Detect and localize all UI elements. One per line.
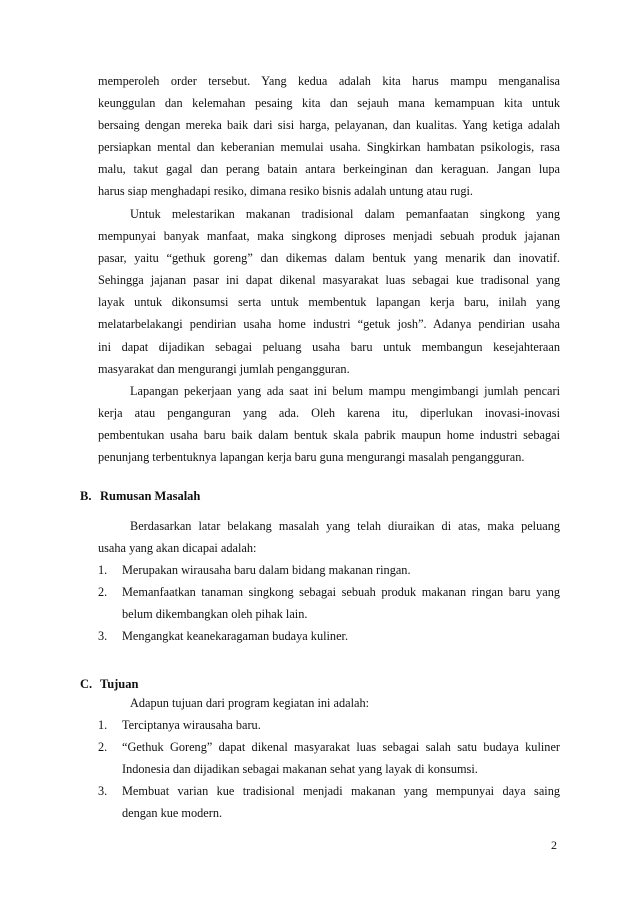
text-line: harus siap menghadapi resiko, dimana resiko bisnis adalah untung atau rugi.: [98, 184, 473, 199]
text-line: malu, takut gagal dan perang batain antara berkeinginan dan keraguan. Jangan lupa: [98, 162, 560, 177]
text-line: usaha yang akan dicapai adalah:: [98, 541, 257, 556]
text-line: mempunyai banyak manfaat, maka singkong diproses menjadi sebuah produk jajanan: [98, 229, 560, 244]
text-line: Mengangkat keanekaragaman budaya kuliner.: [122, 629, 349, 644]
paragraph-2: [98, 203, 560, 380]
section-heading-b: [80, 489, 200, 504]
text-line: Lapangan pekerjaan yang ada saat ini belum mampu mengimbangi jumlah pencari: [130, 384, 560, 398]
text-line: pasar, yaitu “gethuk goreng” dan dikemas dalam bentuk yang menarik dan inovatif.: [98, 251, 560, 266]
text-line: kerja atau penganguran yang ada. Oleh karena itu, diperlukan inovasi-inovasi: [98, 406, 560, 421]
list-number: 2.: [98, 740, 108, 755]
text-line: ini dapat dijadikan sebagai peluang usaha baru untuk membangun kesejahteraan: [98, 339, 560, 354]
section-c-intro: [98, 692, 560, 714]
text-line: keunggulan dan kelemahan pesaing kita dan sejauh mana kemampuan kita untuk: [98, 96, 560, 111]
text-line: Indonesia dan dijadikan sebagai makanan sehat yang layak di konsumsi.: [122, 762, 478, 777]
text-line: Sehingga jajanan pasar ini dapat dikenal masyarakat luas sebagai kue tradisonal yang: [98, 273, 560, 288]
text-line: Berdasarkan latar belakang masalah yang telah diuraikan di atas, maka peluang: [130, 519, 560, 533]
text-line: masyarakat dan mengurangi jumlah pengangguran.: [98, 361, 350, 376]
text-line: Memanfaatkan tanaman singkong sebagai sebuah produk makanan ringan baru yang: [122, 585, 560, 600]
text-line: melatarbelakangi pendirian usaha home industri “getuk josh”. Adanya pendirian usaha: [98, 317, 560, 332]
section-b-list: [98, 559, 560, 647]
list-number: 1.: [98, 563, 108, 577]
list-item: [98, 559, 560, 581]
section-title: Rumusan Masalah: [100, 489, 201, 503]
text-line: dengan kue modern.: [122, 806, 223, 821]
section-title: Tujuan: [100, 677, 139, 691]
paragraph-1: [98, 70, 560, 203]
list-item: [98, 780, 560, 824]
list-number: 3.: [98, 784, 108, 799]
section-letter: B.: [80, 489, 92, 503]
section-c-list: [98, 714, 560, 824]
text-line: memperoleh order tersebut. Yang kedua adalah kita harus mampu menganalisa: [98, 74, 560, 88]
list-number: 3.: [98, 629, 108, 644]
list-item: [98, 581, 560, 625]
text-line: “Gethuk Goreng” dapat dikenal masyarakat luas sebagai salah satu budaya kuliner: [122, 740, 560, 755]
section-letter: C.: [80, 677, 93, 691]
text-line: layak untuk dikonsumsi serta untuk membentuk lapangan kerja baru, inilah yang: [98, 295, 560, 310]
list-item: [98, 625, 560, 647]
text-line: belum dikembangkan oleh pihak lain.: [122, 607, 308, 622]
text-line: pembentukan usaha baru baik dalam bentuk skala pabrik maupun home industri sebagai: [98, 428, 560, 443]
text-line: penunjang terbentuknya lapangan kerja baru guna mengurangi masalah pengangguran.: [98, 450, 525, 465]
page-number: 2: [551, 838, 557, 852]
text-line: Membuat varian kue tradisional menjadi makanan yang mempunyai daya saing: [122, 784, 560, 799]
list-number: 1.: [98, 718, 108, 732]
list-item: [98, 714, 560, 736]
paragraph-3: [98, 380, 560, 468]
text-line: persiapkan mental dan keberanian memulai usaha. Singkirkan hambatan psikologis, rasa: [98, 140, 560, 155]
text-line: Adapun tujuan dari program kegiatan ini adalah:: [130, 696, 370, 710]
list-number: 2.: [98, 585, 108, 600]
section-heading-c: [80, 677, 138, 692]
section-b-intro: [98, 515, 560, 559]
text-line: Merupakan wirausaha baru dalam bidang makanan ringan.: [122, 563, 411, 577]
text-line: Untuk melestarikan makanan tradisional dalam pemanfaatan singkong yang: [130, 207, 560, 221]
text-line: Terciptanya wirausaha baru.: [122, 718, 261, 732]
list-item: [98, 736, 560, 780]
text-line: bersaing dengan mereka baik dari sisi harga, pelayanan, dan kualitas. Yang ketiga adalah: [98, 118, 560, 133]
